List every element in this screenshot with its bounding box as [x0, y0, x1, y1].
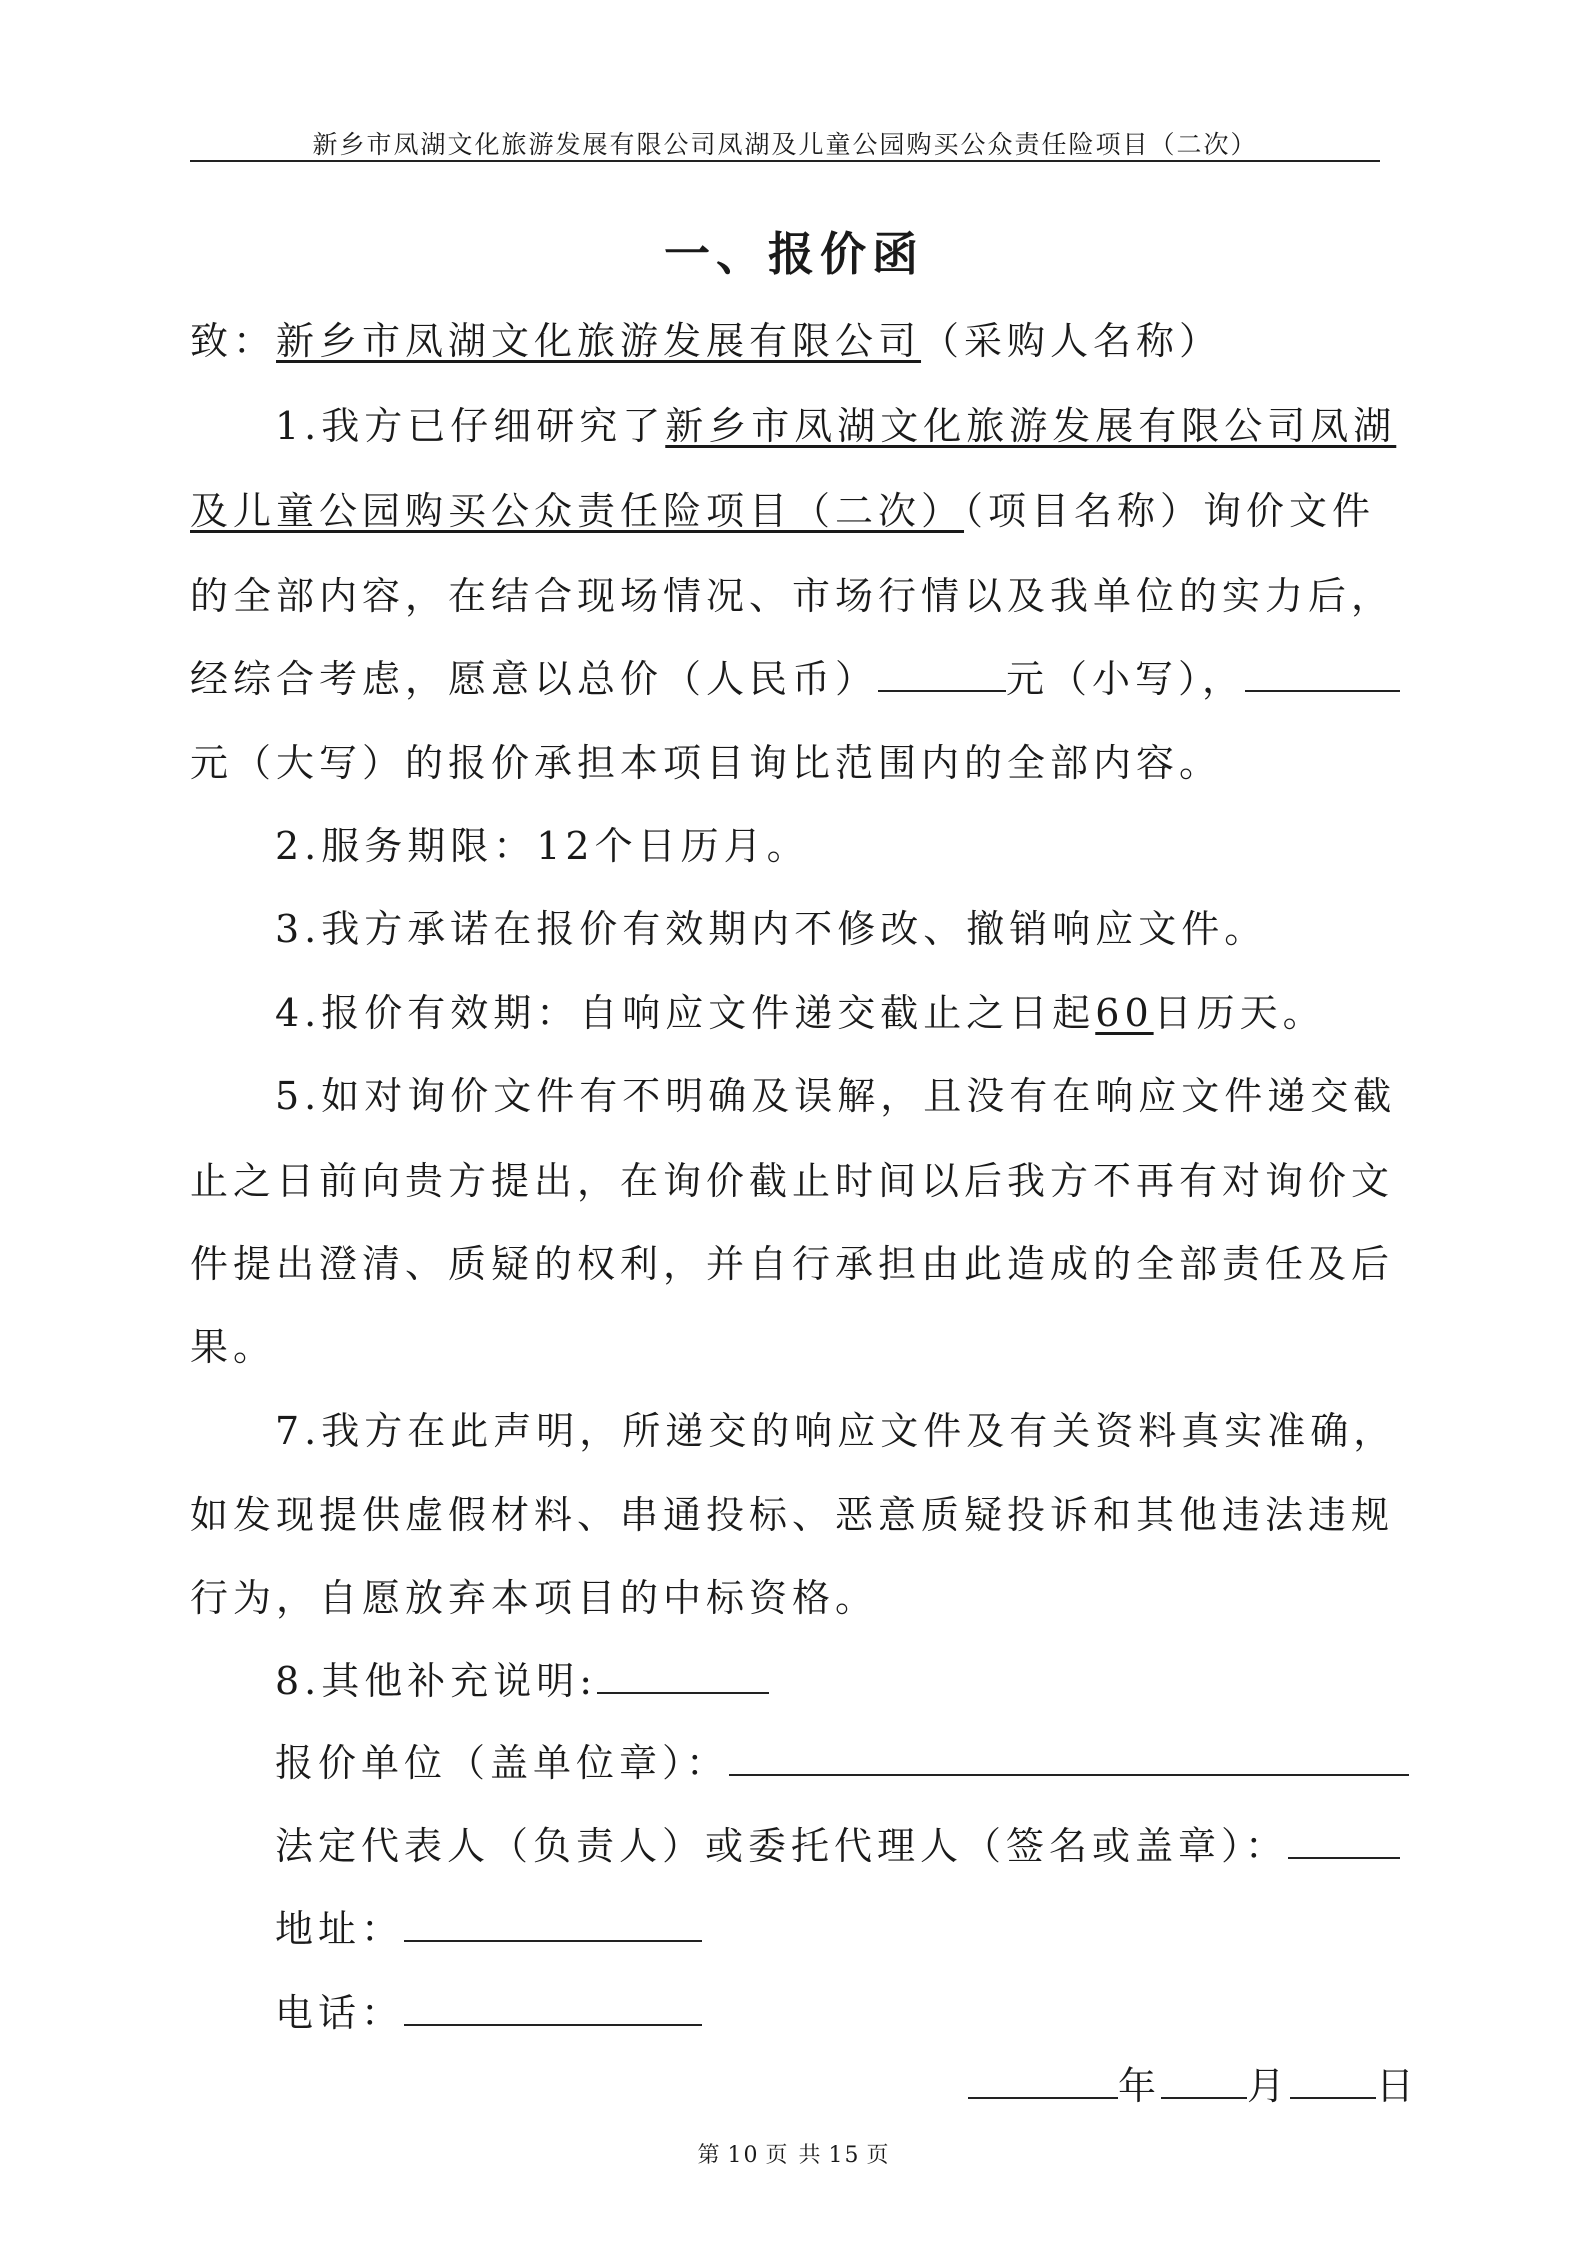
address-label: 地址：: [275, 1907, 405, 1951]
p7-line3: 行为，自愿放弃本项目的中标资格。: [190, 1576, 879, 1620]
footer-pre: 第: [697, 2143, 722, 2168]
p4-suffix: 日历天。: [1153, 991, 1326, 1035]
address-blank: [404, 1906, 702, 1942]
p1-line2: [190, 480, 1375, 535]
supplement-blank: [597, 1658, 769, 1694]
p5-line3: 件提出澄清、质疑的权利，并自行承担由此造成的全部责任及后: [190, 1242, 1395, 1286]
p8-label: 8.其他补充说明:: [275, 1659, 598, 1703]
p7-line2: 如发现提供虚假材料、串通投标、恶意质疑投诉和其他违法违规: [190, 1493, 1395, 1537]
header-rule: [190, 160, 1380, 162]
p2-service-period: 2.服务期限：12个日历月。: [275, 824, 810, 868]
validity-days: 60: [1095, 991, 1154, 1035]
p4-prefix: 4.报价有效期：自响应文件递交截止之日起: [275, 991, 1096, 1035]
phone-blank: [404, 1990, 702, 2026]
p1-line5: 元（大写）的报价承担本项目询比范围内的全部内容。: [190, 741, 1223, 785]
p5-line4: 果。: [190, 1325, 277, 1369]
page-number: 10: [727, 2143, 760, 2168]
footer-post: 页: [866, 2143, 891, 2168]
p7-line1: 7.我方在此声明，所递交的响应文件及有关资料真实准确，: [275, 1409, 1397, 1453]
total-pages: 15: [828, 2143, 861, 2168]
p1-line3: 的全部内容，在结合现场情况、市场行情以及我单位的实力后，: [190, 574, 1395, 618]
representative-blank: [1288, 1823, 1400, 1859]
bidder-unit-line: [275, 1732, 1409, 1787]
date-line: [968, 2055, 1419, 2110]
year-label: 年: [1118, 2064, 1162, 2108]
p3-commitment: 3.我方承诺在报价有效期内不修改、撤销响应文件。: [275, 907, 1268, 951]
representative-label: 法定代表人（负责人）或委托代理人（签名或盖章）：: [275, 1824, 1289, 1868]
p5-line1: 5.如对询价文件有不明确及误解，且没有在响应文件递交截: [275, 1074, 1397, 1118]
project-name-part2: 及儿童公园购买公众责任险项目（二次）: [190, 489, 965, 533]
p1-line4-text: 经综合考虑，愿意以总价（人民币）: [190, 657, 879, 701]
month-label: 月: [1247, 2064, 1291, 2108]
addressee-suffix: （采购人名称）: [921, 319, 1223, 363]
footer-mid: 页 共: [765, 2143, 823, 2168]
page-footer: [0, 2138, 1588, 2169]
price-uppercase-blank: [1245, 656, 1400, 692]
running-header: 新乡市凤湖文化旅游发展有限公司凤湖及儿童公园购买公众责任险项目（二次）: [312, 130, 1258, 159]
address-line: [275, 1898, 702, 1953]
p1-line2-suffix: （项目名称）询价文件: [964, 489, 1376, 533]
page-title: 一、报价函: [664, 227, 924, 281]
p1-line4-unit: 元（小写），: [1006, 657, 1246, 701]
year-blank: [968, 2063, 1118, 2099]
price-lowercase-blank: [878, 656, 1006, 692]
p1-line1: [275, 395, 1396, 450]
bidder-unit-label: 报价单位（盖单位章）：: [275, 1741, 730, 1785]
addressee-prefix: 致：: [190, 319, 277, 363]
phone-label: 电话：: [275, 1991, 405, 2035]
p8-supplement: [275, 1650, 769, 1705]
day-label: 日: [1376, 2064, 1420, 2108]
p5-line2: 止之日前向贵方提出，在询价截止时间以后我方不再有对询价文: [190, 1159, 1395, 1203]
representative-line: [275, 1815, 1400, 1870]
day-blank: [1290, 2063, 1376, 2099]
bidder-unit-blank: [729, 1740, 1409, 1776]
p4-validity: [275, 982, 1326, 1037]
month-blank: [1161, 2063, 1247, 2099]
phone-line: [275, 1982, 702, 2037]
p1-line1-text: 1.我方已仔细研究了: [275, 404, 666, 448]
project-name-part1: 新乡市凤湖文化旅游发展有限公司凤湖: [665, 404, 1397, 448]
purchaser-name: 新乡市凤湖文化旅游发展有限公司: [276, 319, 922, 363]
p1-line4: [190, 648, 1400, 703]
addressee-line: [190, 310, 1222, 365]
